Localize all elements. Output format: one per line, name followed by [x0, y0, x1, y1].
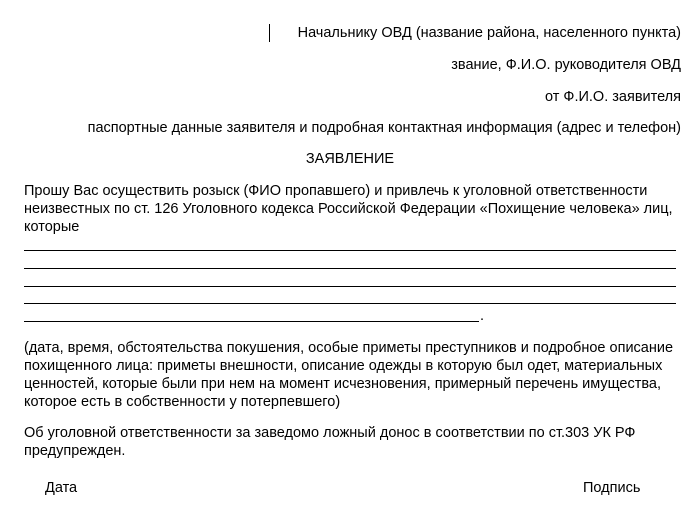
date-label: Дата	[45, 480, 78, 496]
signature-label: Подпись	[583, 480, 641, 496]
blank-line	[24, 303, 676, 304]
blank-line	[24, 321, 479, 322]
applicant-name-line: от Ф.И.О. заявителя	[545, 89, 681, 105]
blank-line	[24, 250, 676, 251]
blank-line	[24, 286, 676, 287]
liability-warning: Об уголовной ответственности за заведомо ложный донос в соответствии по ст.303 УК РФ предупрежден.	[24, 425, 636, 459]
document-title: ЗАЯВЛЕНИЕ	[305, 151, 395, 167]
addressee-line: Начальнику ОВД (название района, населенного пункта)	[297, 25, 681, 41]
official-rank-name-line: звание, Ф.И.О. руководителя ОВД	[451, 57, 681, 73]
blank-end-period: .	[480, 308, 485, 324]
details-paragraph: (дата, время, обстоятельства покушения, особые приметы преступников и подробное описание похищенного лица: приметы внешности, описание одежды в которую был одет, материальных ценностей, которые были при нем на момент исчезновения, примерный перечень имущества, которое есть в собственности у потерпевшего)	[24, 340, 674, 410]
applicant-passport-line: паспортные данные заявителя и подробная контактная информация (адрес и телефон)	[87, 120, 681, 136]
request-paragraph: Прошу Вас осуществить розыск (ФИО пропавшего) и привлечь к уголовной ответственности неизвестных по ст. 126 Уголовного кодекса Российской Федерации «Похищение человека» лиц, которые	[24, 183, 673, 235]
text-cursor	[269, 24, 270, 42]
blank-line	[24, 268, 676, 269]
